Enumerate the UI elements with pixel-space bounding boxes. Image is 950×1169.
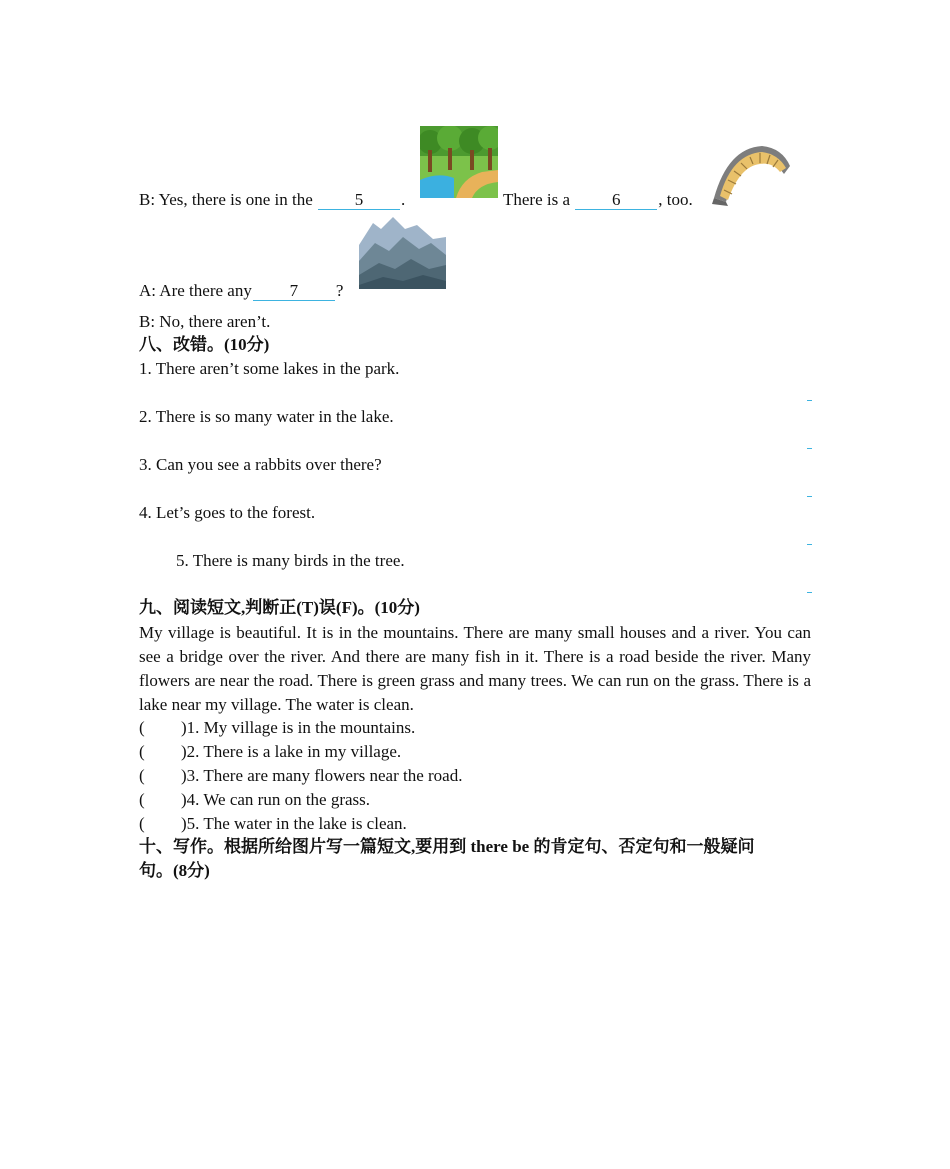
tf-answer-paren[interactable]: ( [139,790,145,809]
tf-item-text: )5. The water in the lake is clean. [181,814,407,833]
section8-item-5: 5. There is many birds in the tree. [176,551,405,570]
section8-item-3: 3. Can you see a rabbits over there? [139,455,382,474]
tf-item-text: )2. There is a lake in my village. [181,742,402,761]
tf-item-3 [139,766,462,786]
tf-answer-paren[interactable]: ( [139,742,145,761]
tf-answer-paren[interactable]: ( [139,814,145,833]
bridge-icon [710,140,792,206]
dialogue-b1-period: . [401,190,406,209]
dialogue-a-suffix: ? [335,281,344,300]
dialogue-line-b1-second [503,190,693,210]
reading-passage: My village is beautiful. It is in the mountains. There are many small houses and a river. You can see a bridge over the river. And there are many fish in it. There is a road beside the river. Many flowers are near the road. There is green grass and many trees. We can run on the grass. There is a lake near my village. The water is clean. [139,623,811,714]
mountains-icon [359,215,446,289]
tf-item-text: )1. My village is in the mountains. [181,718,416,737]
blank-5[interactable]: 5 [318,191,400,210]
answer-line-1[interactable] [807,400,812,401]
section10-heading-post: 的肯定句、否定句和一般疑问 [529,837,755,856]
park-forest-icon [420,126,498,198]
tf-item-1 [139,718,415,738]
answer-line-3[interactable] [807,496,812,497]
tf-item-5 [139,814,407,834]
dialogue-a-prefix: A: Are there any [139,281,252,300]
tf-item-text: )4. We can run on the grass. [181,790,371,809]
dialogue-line-b1 [139,190,405,210]
tf-item-text: )3. There are many flowers near the road. [181,766,463,785]
dialogue-line-b2: B: No, there aren’t. [139,312,271,331]
section8-heading: 八、改错。(10分) [139,335,270,354]
section10-heading-line2: 句。(8分) [139,861,210,880]
section8-item-1: 1. There aren’t some lakes in the park. [139,359,400,378]
section8-item-4: 4. Let’s goes to the forest. [139,503,316,522]
answer-line-2[interactable] [807,448,812,449]
tf-item-2 [139,742,401,762]
tf-answer-paren[interactable]: ( [139,766,145,785]
section10-heading-pre: 十、写作。根据所给图片写一篇短文,要用到 [139,837,471,856]
dialogue-b1-suffix: , too. [658,190,693,209]
answer-line-4[interactable] [807,544,812,545]
section8-item-2: 2. There is so many water in the lake. [139,407,394,426]
blank-6[interactable]: 6 [575,191,657,210]
tf-answer-paren[interactable]: ( [139,718,145,737]
blank-7[interactable]: 7 [253,282,335,301]
answer-line-5[interactable] [807,592,812,593]
section10-heading [139,837,754,857]
dialogue-b1-mid: There is a [503,190,571,209]
dialogue-b1-prefix: B: Yes, there is one in the [139,190,313,209]
tf-item-4 [139,790,370,810]
dialogue-line-a [139,281,343,301]
section9-heading: 九、阅读短文,判断正(T)误(F)。(10分) [139,598,420,617]
section10-heading-en: there be [470,837,530,856]
